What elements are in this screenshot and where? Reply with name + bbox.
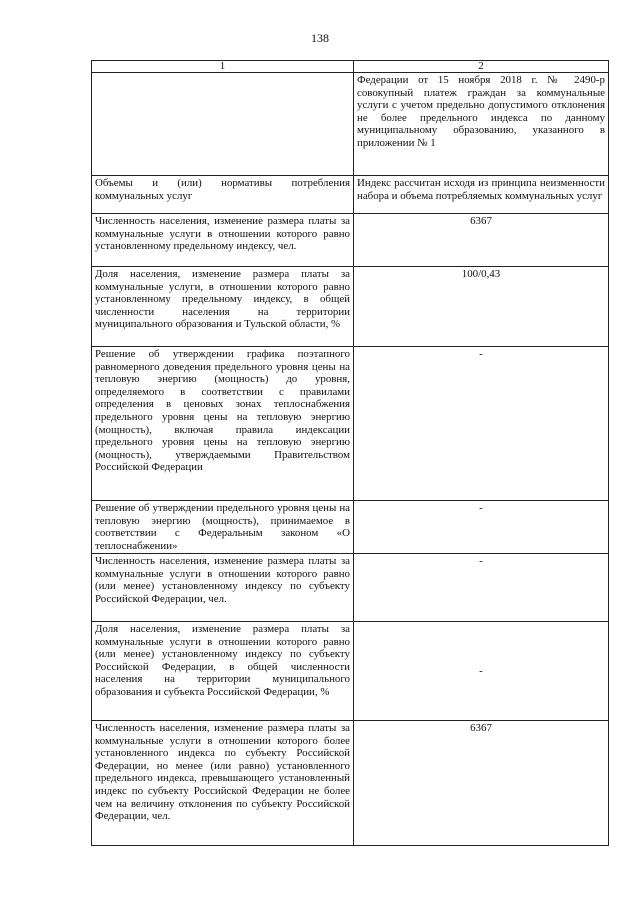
table-row bbox=[92, 501, 609, 554]
table-row bbox=[92, 721, 609, 846]
table-row bbox=[92, 347, 609, 501]
indicator-cell: Решение об утверждении графика поэтапного равномерного доведения предельного уровня цены на тепловую энергию (мощность) до уровня, определяемого в соответствии с правилами определения в ценовых зонах теплоснабжения предельного уровня цены на тепловую энергию (мощность), включая правила индексации предельного уровня цены на тепловую энергию (мощность), утверждаемыми Правительством Российской Федерации bbox=[92, 347, 354, 501]
value-cell: 6367 bbox=[354, 214, 609, 267]
indicator-cell: Доля населения, изменение размера платы за коммунальные услуги в отношении которого равно (или менее) установленному индексу по субъекту Российской Федерации, в общей численности населения на территории муниципального образования и субъекта Российской Федерации, % bbox=[92, 622, 354, 721]
indicator-cell: Численность населения, изменение размера платы за коммунальные услуги в отношении которого более установленного индекса по субъекту Российской Федерации, но менее (или равно) установленного предельного индекса, превышающего установленный индекс по субъекту Российской Федерации не более чем на величину отклонения по субъекту Российской Федерации, чел. bbox=[92, 721, 354, 846]
value-cell: Индекс рассчитан исходя из принципа неизменности набора и объема потребляемых коммунальных услуг bbox=[354, 176, 609, 214]
value-cell: - bbox=[354, 622, 609, 721]
page-number: 138 bbox=[311, 31, 329, 45]
indicator-cell: Численность населения, изменение размера платы за коммунальные услуги в отношении которого равно (или менее) установленному индексу по субъекту Российской Федерации, чел. bbox=[92, 554, 354, 622]
value-cell: - bbox=[354, 347, 609, 501]
table-row bbox=[92, 214, 609, 267]
value-cell: 6367 bbox=[354, 721, 609, 846]
table-row bbox=[92, 267, 609, 347]
table-row bbox=[92, 73, 609, 176]
value-cell: - bbox=[354, 554, 609, 622]
indicator-cell: Доля населения, изменение размера платы за коммунальные услуги, в отношении которого равно установленному предельному индексу, в общей численности населения на территории муниципального образования и Тульской области, % bbox=[92, 267, 354, 347]
table-row bbox=[92, 622, 609, 721]
table-row bbox=[92, 554, 609, 622]
table-header-row bbox=[92, 61, 609, 73]
column-header-1: 1 bbox=[92, 61, 354, 73]
indicator-cell bbox=[92, 73, 354, 176]
indicator-cell: Численность населения, изменение размера платы за коммунальные услуги в отношении которого равно установленному предельному индексу, чел. bbox=[92, 214, 354, 267]
column-header-2: 2 bbox=[354, 61, 609, 73]
value-cell: 100/0,43 bbox=[354, 267, 609, 347]
value-cell: - bbox=[354, 501, 609, 554]
indicators-table bbox=[91, 60, 609, 846]
value-cell: Федерации от 15 ноября 2018 г. № 2490-р совокупный платеж граждан за коммунальные услуги с учетом предельно допустимого отклонения не более предельного индекса по данному муниципальному образованию, указанного в приложении № 1 bbox=[354, 73, 609, 176]
indicator-cell: Объемы и (или) нормативы потребления коммунальных услуг bbox=[92, 176, 354, 214]
table-row bbox=[92, 176, 609, 214]
indicator-cell: Решение об утверждении предельного уровня цены на тепловую энергию (мощность), принимаемое в соответствии с Федеральным законом «О теплоснабжении» bbox=[92, 501, 354, 554]
